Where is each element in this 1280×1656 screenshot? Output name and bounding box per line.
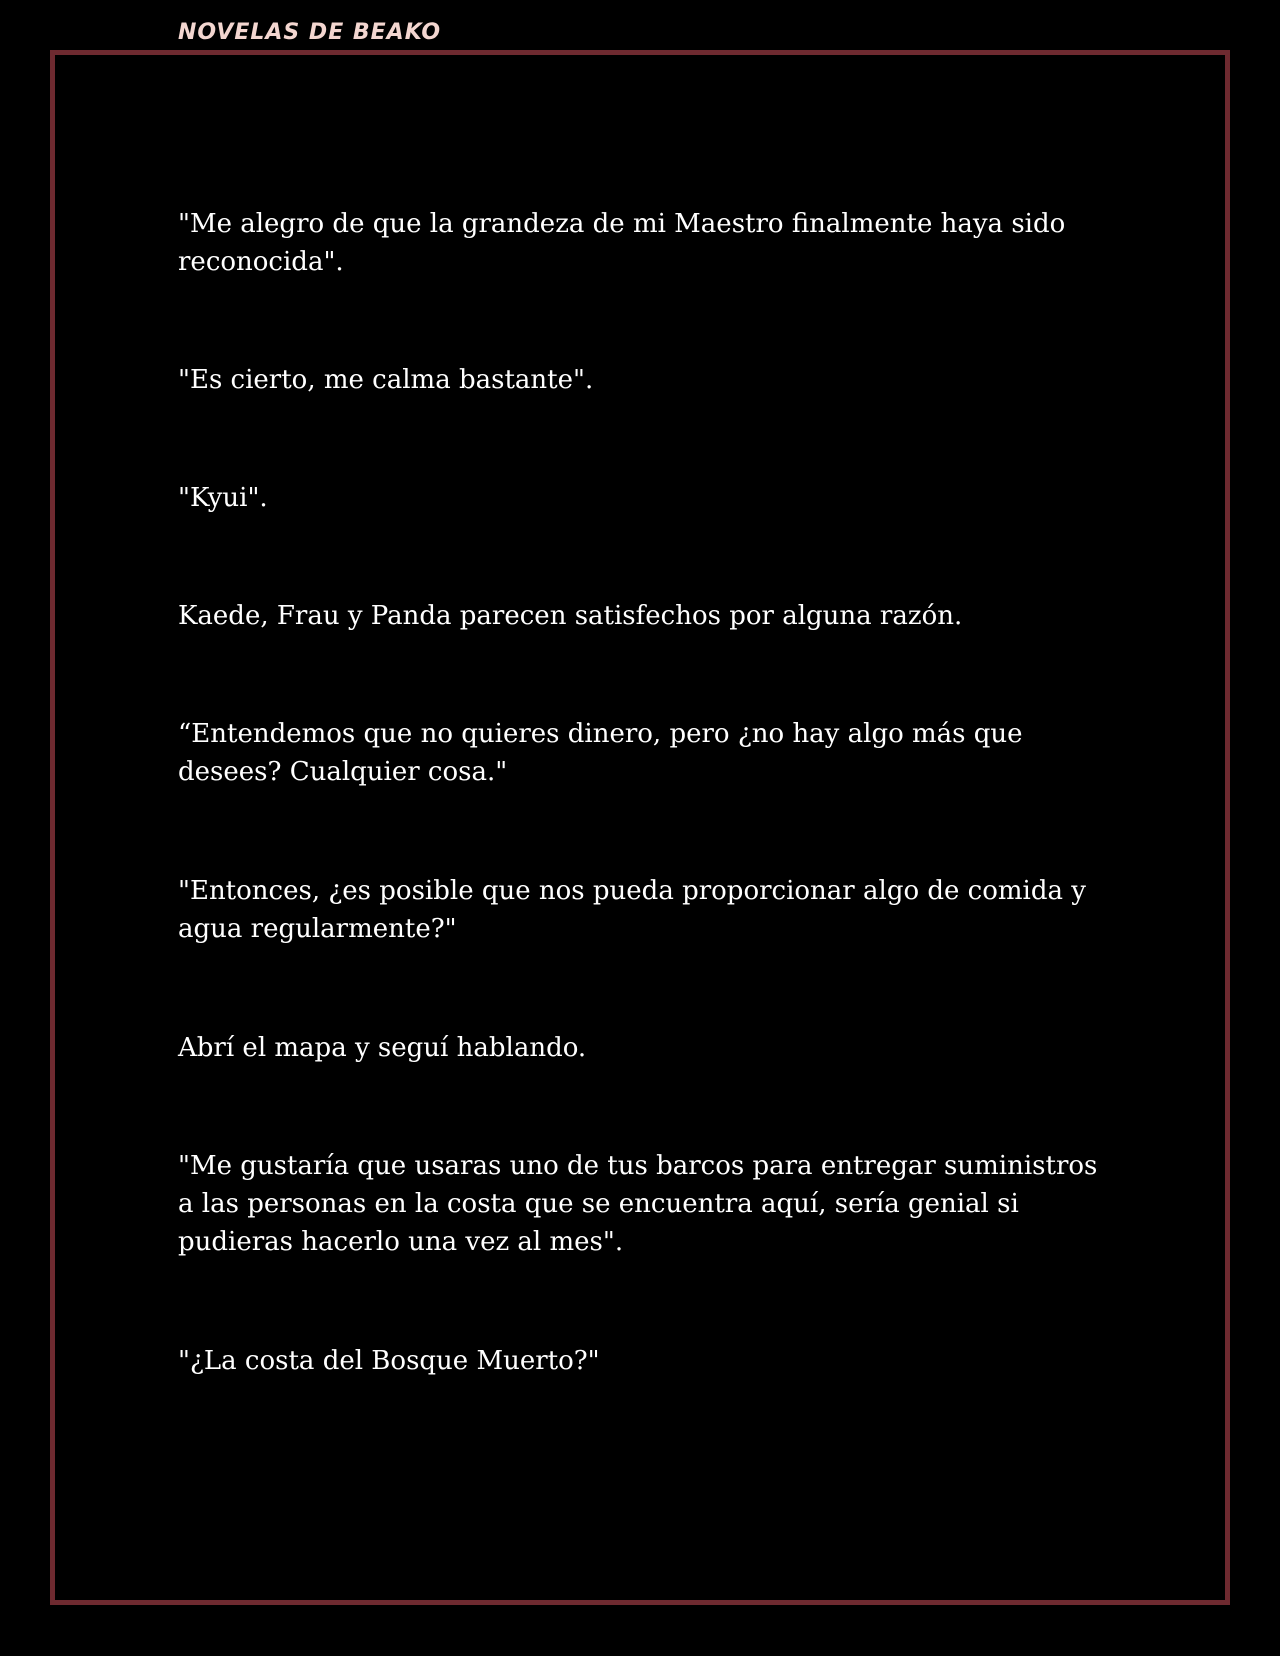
- site-title: NOVELAS DE BEAKO: [178, 20, 442, 45]
- paragraph-1: "Me alegro de que la grandeza de mi Maestro finalmente haya sido reconocida".: [178, 209, 1066, 277]
- paragraph-8: "Me gustaría que usaras uno de tus barcos para entregar suministros a las personas en la costa que se encuentra aquí, sería genial si pudieras hacerlo una vez al mes".: [178, 1151, 1098, 1257]
- paragraph-4: Kaede, Frau y Panda parecen satisfechos por alguna razón.: [178, 601, 963, 631]
- paragraph-2: "Es cierto, me calma bastante".: [178, 365, 594, 395]
- paragraph-3: "Kyui".: [178, 483, 268, 513]
- paragraph-6: "Entonces, ¿es posible que nos pueda proporcionar algo de comida y agua regularmente?": [178, 876, 1086, 944]
- paragraph-5: “Entendemos que no quieres dinero, pero ¿no hay algo más que desees? Cualquier cosa.": [178, 719, 1023, 787]
- paragraph-9: "¿La costa del Bosque Muerto?": [178, 1346, 600, 1376]
- paragraph-7: Abrí el mapa y seguí hablando.: [178, 1033, 587, 1063]
